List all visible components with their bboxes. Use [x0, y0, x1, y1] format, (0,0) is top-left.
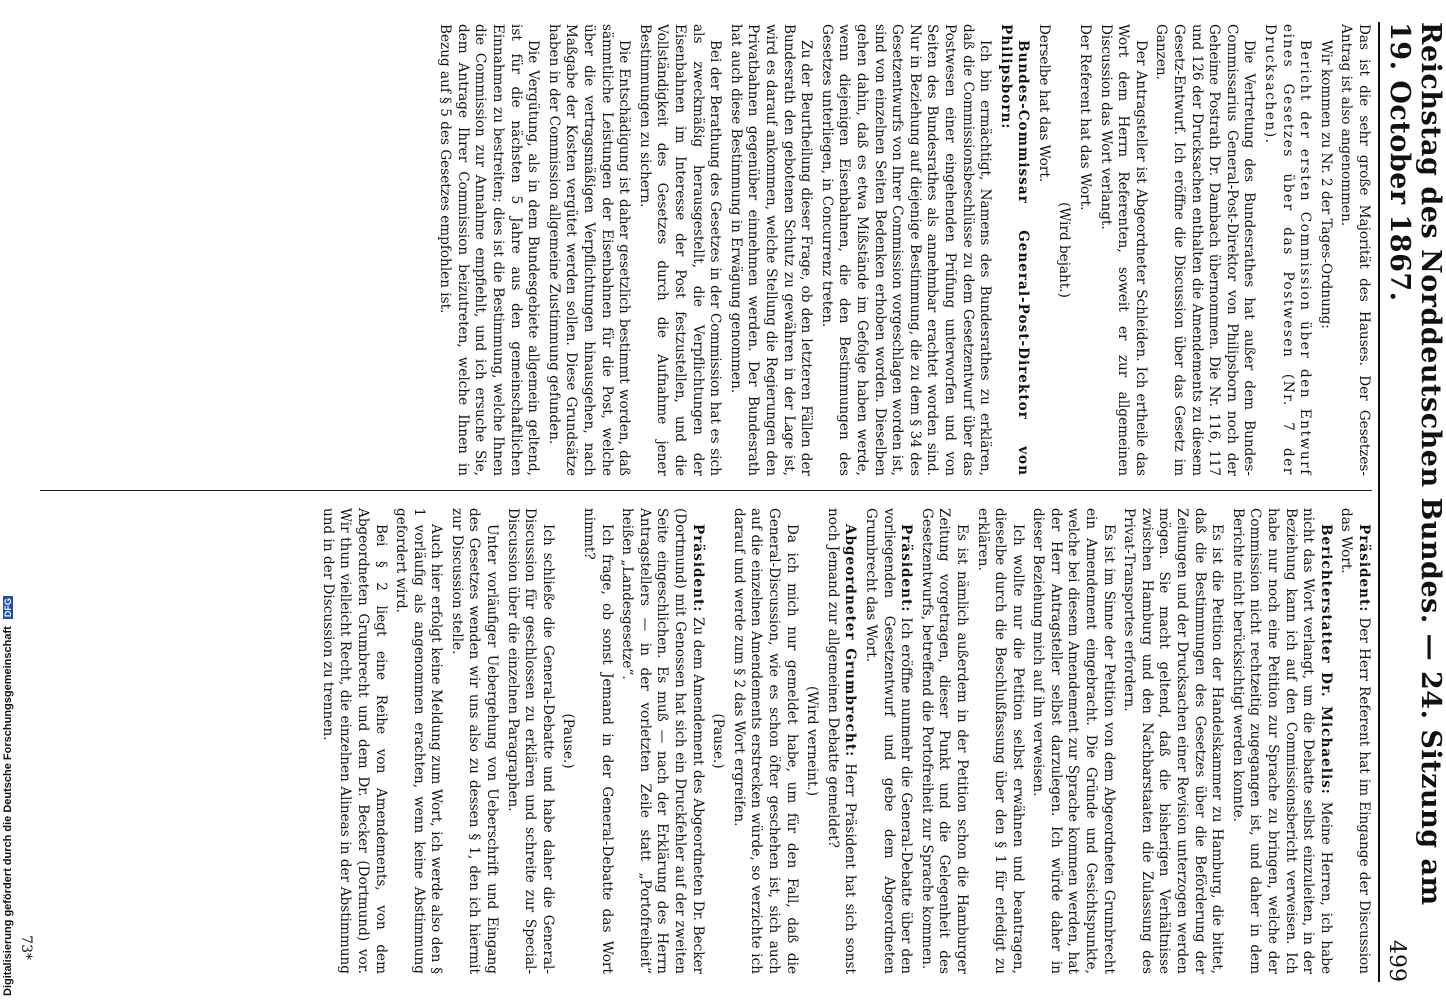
left-column-paragraph: Der Antragsteller ist Abgeordneter Schleiden. Ich ertheile das Wort dem Herrn Referenten, soweit er zur allgemeinen Discussion das Wort verlangt. [1097, 24, 1149, 476]
right-column-paragraph: Ich frage, ob sonst Jemand in der General-Debatte das Wort nimmt? [581, 508, 615, 974]
right-column-paragraph: (Wird verneint.) [804, 685, 821, 797]
text-column-left [40, 24, 1372, 476]
right-column-paragraph: Es ist nämlich außerdem in der Petition schon die Hamburger Zeitung vorgetragen, dieser Punkt und die Gelegenheit des Gesetzentwurfs, betreffend die Portofreiheit zur Sprache kommen. [918, 508, 970, 974]
dfg-logo-icon: DFG [3, 598, 13, 618]
right-column-paragraph: (Pause.) [710, 713, 727, 769]
page-header [1378, 22, 1446, 982]
left-column-paragraph: Die Vertretung des Bundesrathes hat außer dem Bundes-Commissarius General-Post-Direktor von Philipsborn noch der Geheime Postrath Dr. Dambach übernommen. Die Nr. 116, 117 und 126 der Drucksachen enthalten die Amendements zu diesem Gesetz-Entwurf. Ich eröffne die Discussion über das Gesetz im Ganzen. [1153, 24, 1258, 476]
left-column-paragraph: Die Entschädigung ist daher gesetzlich bestimmt worden, daß sämmtliche Leistungen der Eisenbahnen für die Post, welche über die vertragsmäßigen Verpflichtungen hinausgehen, nach Maßgabe der Kosten vergütet werden sollen. Diese Grundsätze haben in der Commission allgemeine Zustimmung gefunden. [545, 24, 633, 476]
speaker-name: Präsident: [689, 524, 706, 613]
speaker-name: Abgeordneter Grumbrecht: [842, 524, 859, 758]
left-column-paragraph: Bericht der ersten Commission über den Entwurf eines Gesetzes über das Postwesen (Nr. 7 der Drucksachen). [1262, 24, 1314, 476]
right-column-paragraph: Es ist im Sinne der Petition von dem Abgeordneten Grumbrecht ein Amendement eingebracht. Die Gründe und Gesichtspunkte, welche bei diesem Amendement zur Sprache kommen werden, hat der Herr Antragsteller selbst darzulegen. Ich würde daher in dieser Beziehung mich auf ihn verweisen. [1030, 508, 1117, 974]
left-column-paragraph: Das ist die sehr große Majorität des Hauses. Der Gesetzes-Antrag ist also angenommen. [1338, 24, 1372, 476]
right-column-paragraph: Ich schließe die General-Debatte und habe daher die General-Discussion für geschlossen zu erklären und schreite zur Special-Discussion über die einzelnen Paragraphen. [504, 508, 556, 974]
left-column-paragraph: Ich bin ermächtigt, Namens des Bundesrathes zu erklären, daß die Commissionsbeschlüsse zu dem Gesetzentwurf über das Postwesen einer eingehenden Prüfung unterworfen und von Seiten des Bundesrathes als annehmbar erachtet worden sind. Nur in Beziehung auf diejenige Bestimmung, die zu dem § 34 des Gesetzentwurfs von Ihrer Commission vorgeschlagen worden ist, sind von einzelnen Seiten Bedenken erhoben worden. Dieselben gehen dahin, daß es etwa Mißstände im Gefolge haben werde, wenn diejenigen Eisenbahnen, die den Bestimmungen des Gesetzes unterliegen, in Concurrenz treten. [818, 24, 994, 476]
column-divider [40, 490, 1372, 491]
left-column-paragraph: Zu der Beurtheilung dieser Frage, ob den letzteren Fällen der Bundesrath den gebotenen Schutz zu gewähren in der Lage ist, wird es darauf ankommen, welche Stellung die Regierungen den Privatbahnen gegenüber einnehmen werden. Der Bundesrath hat auch diese Bestimmung in Erwägung genommen. [727, 24, 815, 476]
speaker-name: Berichterstatter Dr. Michaelis: [1317, 524, 1334, 795]
digitization-footer [0, 0, 18, 1000]
footer-credit [2, 596, 14, 996]
right-column-paragraph: Es ist die Petition der Handelskammer zu Hamburg, die bittet, daß die Bestimmungen des Gesetzes über die Beförderung der Zeitungen und der Drucksachen einer Revision unterzogen werden mögen. Sie macht geltend, daß die bisherigen Verhältnisse zwischen Hamburg und den Nachbarstaaten die Zulassung des Privat-Transportes erfordern. [1121, 508, 1226, 974]
left-column-paragraph: Derselbe hat das Wort. [1035, 24, 1052, 183]
speaker-name: Präsident: [898, 524, 915, 613]
right-column-paragraph: (Pause.) [560, 713, 577, 769]
text-column-right [40, 508, 1372, 974]
left-column-paragraph: (Wird bejaht.) [1056, 202, 1073, 298]
left-column-paragraph: Der Referent hat das Wort. [1077, 24, 1094, 211]
speaker-name: Bundes-Commissar General-Post-Direktor von Philipsborn: [997, 24, 1032, 476]
right-column-paragraph: Präsident: Zu dem Amendement des Abgeordneten Dr. Becker (Dortmund) mit Genossen hat sich ein Druckfehler auf der zweiten Seite eingeschlichen. Es muß — nach der Erklärung des Herrn Antragstellers — in der vorletzten Zeile statt „Portofreiheit“ heißen „Landesgesetze“. [619, 508, 706, 974]
right-column-paragraph: Berichterstatter Dr. Michaelis: Meine Herren, ich habe nicht das Wort verlangt, um die Debatte selbst einzuleiten, in der Beziehung kann ich auf den Commissionsbericht verweisen. Ich habe nur noch eine Petition zur Sprache zu bringen, welche der Commission nicht rechtzeitig zugegangen ist, und daher in dem Berichte nicht berücksichtigt werden konnte. [1229, 508, 1334, 974]
running-head: Reichstag des Norddeutschen Bundes. — 24. Sitzung am 19. October 1867. [1384, 22, 1446, 906]
right-column-paragraph: Ich wollte nur die Petition selbst erwähnen und beantragen, dieselbe durch die Beschlußfassung über den § 1 für erledigt zu erklären. [974, 508, 1026, 974]
signature-mark: 73* [18, 935, 34, 960]
left-column-paragraph: Wir kommen zu Nr. 2 der Tages-Ordnung: [1317, 40, 1334, 329]
right-column-paragraph: Auch hier erfolgt keine Meldung zum Wort, ich werde also den § 1 vorläufig als angenommen erachten, wenn keine Abstimmung gefordert wird. [393, 508, 445, 974]
left-column-paragraph: Bei der Berathung des Gesetzes in der Commission hat es sich als zweckmäßig herausgestellt, die Verpflichtungen der Eisenbahnen im Interesse der Post festzustellen, und die Vollständigkeit des Gesetzes durch die Aufnahme jener Bestimmungen zu sichern. [636, 24, 724, 476]
footer-credit-text: Digitalisierung gefördert durch die Deutsche Forschungsgemeinschaft [2, 626, 14, 996]
right-column-paragraph: Unter vorläufiger Uebergehung von Ueberschrift und Eingang des Gesetzes wenden wir uns also zu dessen § 1, den ich hiermit zur Discussion stelle. [448, 508, 501, 974]
speaker-name: Präsident: [1356, 524, 1372, 613]
right-column-paragraph: Bei § 2 liegt eine Reihe von Amendements, von dem Abgeordneten Grumbrecht und dem Dr. Becker (Dortmund) vor. Wir thun vielleicht Recht, die einzelnen Alineas in der Abstimmung und in der Discussion zu trennen. [319, 508, 389, 974]
left-column-paragraph: Die Vergütung, als in dem Bundesgebiete allgemein geltend, ist für die nächsten 5 Jahre aus den gemeinschaftlichen Einnahmen zu bestreiten; dies ist die Bestimmung, welche Ihnen die Commission zur Annahme empfiehlt, und ich ersuche Sie, dem Antrage Ihrer Commission beizutreten, welche Ihnen in Bezug auf § 5 des Gesetzes empfohlen ist. [437, 24, 542, 476]
right-column-paragraph: Da ich mich nur gemeldet habe, um für den Fall, daß die General-Discussion, wie es schon öfter geschehen ist, sich auch auf die einzelnen Amendements erstrecken würde, so verzichte ich darauf und werde zum § 2 das Wort ergreifen. [730, 508, 800, 974]
right-column-paragraph: Abgeordneter Grumbrecht: Herr Präsident hat sich sonst noch Jemand zur allgemeinen Debatte gemeldet? [824, 508, 859, 974]
left-column-paragraph [996, 24, 1031, 476]
page-number: 499 [1384, 940, 1409, 982]
right-column-paragraph: Präsident: Ich eröffne nunmehr die General-Debatte über den vorliegenden Gesetzentwurf und gebe dem Abgeordneten Grumbrecht das Wort. [862, 508, 915, 974]
right-column-paragraph: Präsident: Der Herr Referent hat im Eingange der Discussion das Wort. [1338, 508, 1372, 974]
